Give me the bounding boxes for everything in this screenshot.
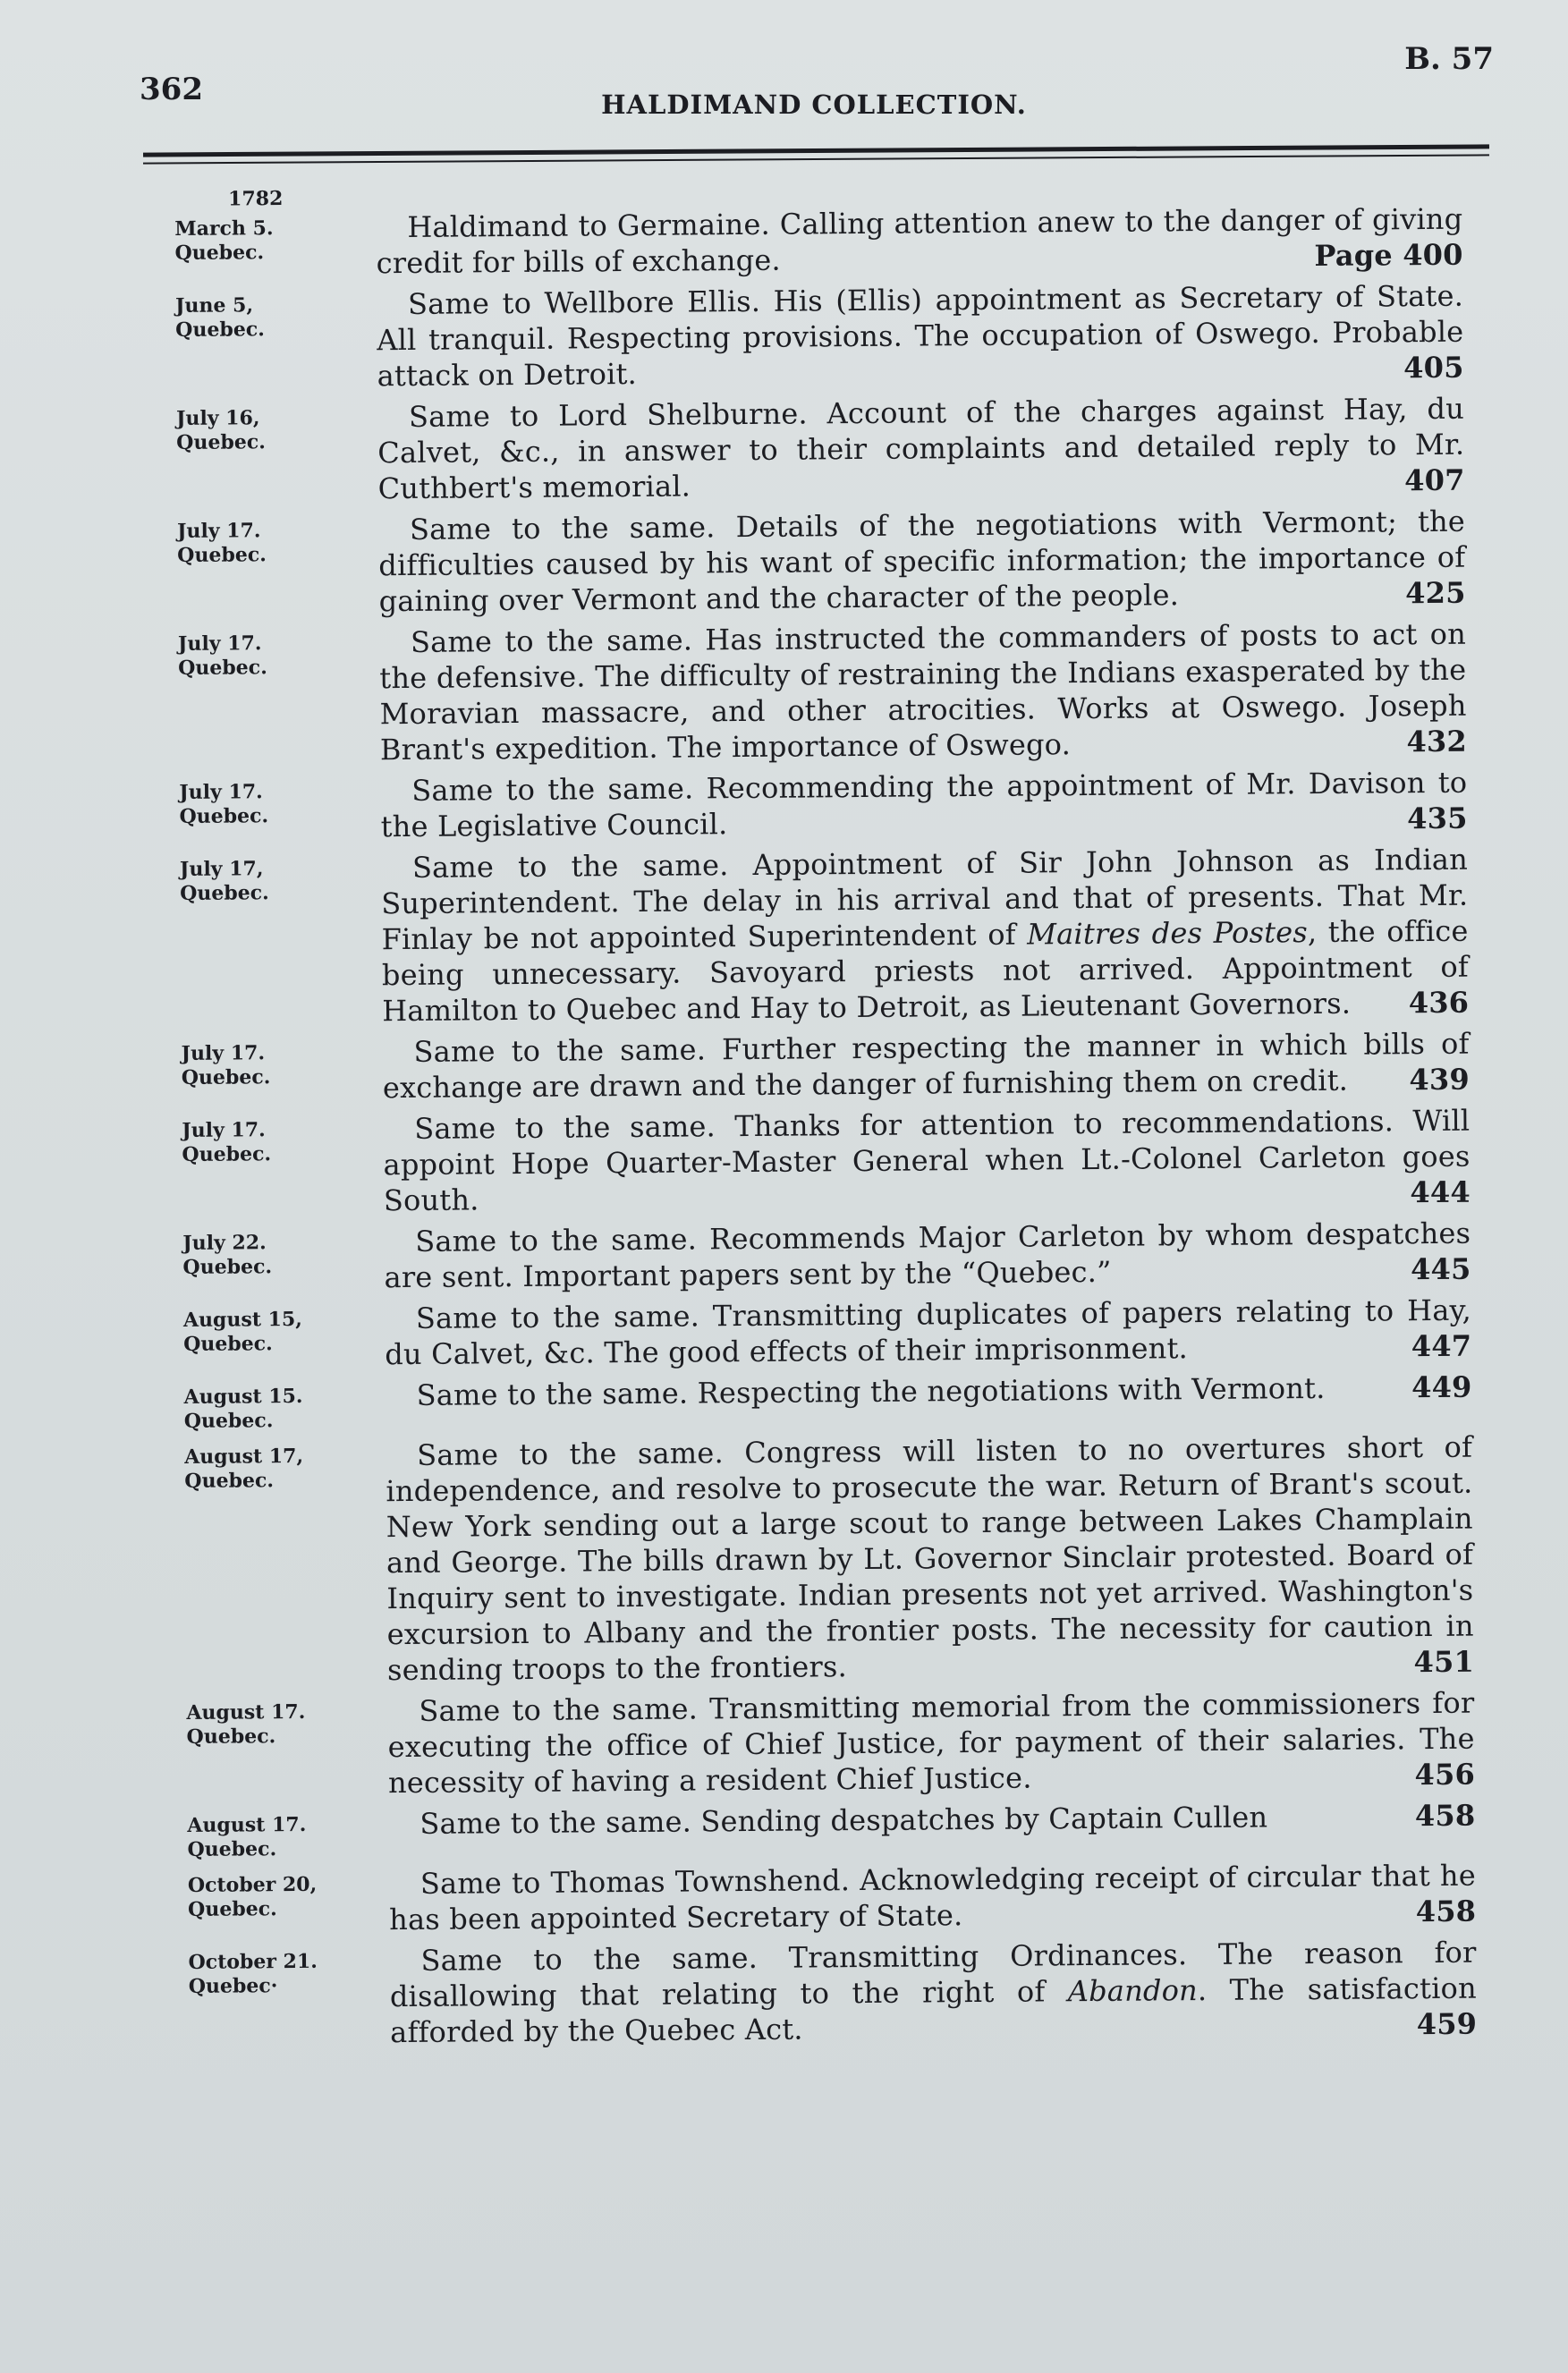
entry-text <box>378 504 1466 620</box>
entry-place: Quebec. <box>186 1725 276 1749</box>
entry-date: July 17. <box>181 1041 266 1065</box>
entry-correspondents: Same to the same. <box>420 1804 692 1841</box>
entry-date-place <box>188 1866 389 1922</box>
year-heading: 1782 <box>227 187 284 211</box>
entry-summary: Has instructed the commanders of posts to act on the defensive. The difficulty of restraining the Indians exasperated by the Moravian massacre, and other atrocities. Works at Oswego. Joseph Brant's expedition. The importance of Oswego. <box>379 616 1467 767</box>
entry-page-number: 425 <box>1405 575 1466 611</box>
calendar-entry <box>175 278 1482 395</box>
entry-date: October 20, <box>187 1872 318 1897</box>
entry-correspondents: Same to the same. <box>416 1376 689 1412</box>
entry-summary: Calling attention anew to the danger of giving credit for bills of exchange. <box>376 201 1463 281</box>
calendar-entry <box>176 391 1483 508</box>
entry-page-number: 447 <box>1411 1328 1472 1364</box>
entry-correspondents: Same to the same. <box>415 1299 700 1335</box>
entry-text <box>383 1103 1471 1219</box>
entry-place: Quebec· <box>188 1974 278 1998</box>
volume-reference: B. 57 <box>1404 41 1494 77</box>
entry-correspondents: Same to the same. <box>414 1109 716 1146</box>
entry-text <box>389 1935 1477 2051</box>
entry-date-place <box>181 1034 382 1090</box>
entry-date-place <box>188 1943 389 1999</box>
entry-correspondents: Same to Thomas Townshend. <box>420 1863 851 1901</box>
calendar-entries <box>174 178 1495 2057</box>
entry-correspondents: Same to Lord Shelburne. <box>408 396 808 434</box>
calendar-entry <box>178 616 1485 769</box>
entry-summary: Appointment of Sir John Johnson as Indian Superintendent. The delay in his arrival and that of presents. That Mr. Finlay be not appointed Superintendent of <box>381 842 1469 957</box>
entry-place: Quebec. <box>174 241 265 265</box>
entry-date: March 5. <box>174 216 274 241</box>
entry-correspondents: Same to the same. <box>415 1222 698 1259</box>
entry-summary: Congress will listen to no overtures short of independence, and resolve to prosecute the war. Return of Brant's scout. New York sending out a large scout to range between Lakes Champlain and George. The bills drawn by Lt. Governor Sinclair protested. Board of Inquiry sent to investigate. Indian presents not yet arrived. Washington's excursion to Albany and the frontier posts. The necessity for caution in sending troops to the frontiers. <box>386 1429 1474 1688</box>
entry-text <box>384 1216 1471 1296</box>
entry-place: Quebec. <box>187 1837 277 1861</box>
entry-italic-term: Maitres des Postes <box>1027 915 1309 952</box>
entry-place: Quebec. <box>183 1409 274 1433</box>
calendar-entry <box>187 1797 1493 1861</box>
entry-correspondents: Same to the same. <box>420 1940 759 1978</box>
entry-summary: Recommending the appointment of Mr. Davison to the Legislative Council. <box>380 765 1468 844</box>
entry-correspondents: Same to the same. <box>413 1032 707 1069</box>
entry-text <box>382 1026 1470 1106</box>
entry-date: July 17, <box>179 857 264 881</box>
calendar-entry <box>182 1103 1488 1220</box>
entry-page-number: 445 <box>1410 1251 1471 1287</box>
calendar-entry <box>183 1292 1490 1373</box>
entry-text <box>387 1685 1475 1801</box>
entry-text <box>386 1429 1474 1689</box>
entry-text <box>379 616 1467 768</box>
entry-date: August 17. <box>186 1699 306 1725</box>
entry-page-number: 456 <box>1414 1757 1476 1792</box>
entry-page-number: 451 <box>1413 1644 1475 1680</box>
entry-date: July 17. <box>177 631 262 656</box>
entry-text <box>377 391 1465 507</box>
entry-summary: His (Ellis) appointment as Secretary of State. All tranquil. Respecting provisions. The occupation of Oswego. Probable attack on Detroit. <box>377 278 1464 394</box>
entry-page-number: 458 <box>1414 1798 1476 1834</box>
calendar-entry <box>188 1857 1495 1938</box>
calendar-entry <box>182 1215 1489 1296</box>
entry-date-place <box>175 286 377 343</box>
entry-place: Quebec. <box>181 1065 271 1089</box>
calendar-entry <box>188 1934 1495 2051</box>
entry-place: Quebec. <box>179 804 269 828</box>
entry-summary: Recommends Major Carleton by whom despatches are sent. Important papers sent by the “Quebec.” <box>384 1216 1471 1295</box>
entry-correspondents: Haldimand to Germaine. <box>407 207 771 244</box>
entry-correspondents: Same to the same. <box>410 623 693 659</box>
entry-date: August 15, <box>182 1307 302 1332</box>
entry-date-place <box>182 1224 384 1280</box>
calendar-entry <box>183 1369 1489 1433</box>
entry-correspondents: Same to Wellbore Ellis. <box>407 284 761 321</box>
entry-date-place <box>183 1301 385 1357</box>
entry-text <box>376 201 1463 282</box>
entry-date-place <box>179 773 380 829</box>
entry-date-place <box>184 1437 386 1494</box>
entry-correspondents: Same to the same. <box>416 1436 725 1472</box>
entry-summary: Acknowledging receipt of circular that he has been appointed Secretary of State. <box>389 1858 1477 1937</box>
calendar-entry <box>184 1428 1492 1689</box>
entry-text <box>385 1292 1472 1373</box>
entry-place: Quebec. <box>177 543 267 567</box>
calendar-entry <box>186 1684 1493 1801</box>
calendar-entry <box>177 504 1484 621</box>
entry-correspondents: Same to the same. <box>411 771 694 808</box>
entry-date: August 15. <box>183 1384 303 1409</box>
page-number: 362 <box>140 72 203 107</box>
calendar-entry <box>181 1026 1487 1107</box>
entry-date: August 17, <box>184 1444 304 1469</box>
entry-page-number: 449 <box>1411 1369 1472 1405</box>
entry-summary: Transmitting Ordinances. The reason for disallowing that relating to the right of <box>389 1935 1477 2014</box>
entry-date: August 17. <box>187 1812 307 1837</box>
entry-date: July 16, <box>175 406 260 430</box>
entry-date-place <box>186 1693 387 1750</box>
entry-page-number: 459 <box>1416 2006 1478 2042</box>
entry-date-place <box>183 1377 385 1434</box>
entry-page-number: 458 <box>1415 1894 1477 1929</box>
entry-place: Quebec. <box>176 430 266 454</box>
entry-page-number: 435 <box>1407 801 1468 836</box>
entry-text <box>385 1369 1471 1414</box>
entry-date-place <box>176 399 377 455</box>
entry-summary: Respecting the negotiations with Vermont. <box>697 1370 1326 1411</box>
entry-correspondents: Same to the same. <box>411 848 729 885</box>
entry-date: July 17. <box>182 1118 266 1142</box>
entry-summary: , the office being unnecessary. Savoyard priests not arrived. Appointment of Hamilton to Quebec and Hay to Detroit, as Lieutenant Governors. <box>381 913 1470 1029</box>
entry-page-number: 432 <box>1406 724 1468 759</box>
entry-italic-term: Abandon <box>1067 1973 1199 2009</box>
entry-date-place <box>180 850 381 906</box>
entry-date-place <box>174 209 376 266</box>
entry-text <box>381 842 1470 1030</box>
entry-correspondents: Same to the same. <box>409 510 716 547</box>
entry-summary: Thanks for attention to recommendations. Will appoint Hope Quarter-Master General when Lt.-Colonel Carleton goes South. <box>383 1103 1471 1218</box>
entry-date-place <box>177 512 378 568</box>
entry-place: Quebec. <box>175 318 265 342</box>
entry-page-number: 439 <box>1409 1062 1471 1098</box>
entry-summary: Sending despatches by Captain Cullen <box>700 1800 1268 1839</box>
entry-place: Quebec. <box>182 1142 272 1166</box>
calendar-entry <box>180 842 1487 1030</box>
entry-summary: Details of the negotiations with Vermont; the difficulties caused by his want of specific information; the importance of gaining over Vermont and the character of the people. <box>378 504 1466 619</box>
entry-date: June 5, <box>174 293 254 318</box>
page-header <box>134 34 1494 120</box>
entry-date: July 22. <box>182 1231 267 1255</box>
entry-date: July 17. <box>176 519 261 543</box>
entry-date-place <box>182 1111 383 1167</box>
entry-page-number: Page 400 <box>1314 237 1463 273</box>
entry-summary: Account of the charges against Hay, du Calvet, &c., in answer to their complaints and detailed reply to Mr. Cuthbert's memorial. <box>377 391 1465 506</box>
entry-place: Quebec. <box>188 1897 277 1921</box>
entry-date-place <box>178 624 379 681</box>
entry-place: Quebec. <box>183 1332 273 1356</box>
entry-date: July 17. <box>179 780 263 804</box>
entry-text <box>389 1858 1477 1938</box>
entry-summary: Transmitting memorial from the commissioners for executing the office of Chief Justice, for payment of their salaries. The necessity of having a resident Chief Justice. <box>387 1685 1475 1801</box>
running-title: HALDIMAND COLLECTION. <box>601 89 1027 120</box>
entry-place: Quebec. <box>182 1255 273 1279</box>
calendar-entry <box>174 201 1481 283</box>
entry-summary: Further respecting the manner in which bills of exchange are drawn and the danger of furnishing them on credit. <box>382 1026 1470 1106</box>
entry-place: Quebec. <box>180 881 269 905</box>
entry-place: Quebec. <box>178 656 267 680</box>
entry-text <box>380 765 1468 845</box>
entry-correspondents: Same to the same. <box>419 1691 699 1728</box>
entry-summary: Transmitting duplicates of papers relating to Hay, du Calvet, &c. The good effects of their imprisonment. <box>385 1292 1472 1372</box>
entry-page-number: 405 <box>1403 350 1464 386</box>
entry-place: Quebec. <box>184 1469 275 1493</box>
entry-page-number: 407 <box>1404 462 1465 498</box>
entry-date: October 21. <box>188 1949 318 1974</box>
calendar-entry <box>179 765 1486 846</box>
entry-page-number: 436 <box>1408 985 1470 1021</box>
entry-page-number: 444 <box>1410 1174 1471 1210</box>
entry-date-place <box>187 1806 388 1862</box>
entry-text <box>388 1798 1475 1843</box>
entry-summary: . The satisfaction afforded by the Quebec Act. <box>390 1970 1478 2050</box>
entry-text <box>377 278 1464 394</box>
